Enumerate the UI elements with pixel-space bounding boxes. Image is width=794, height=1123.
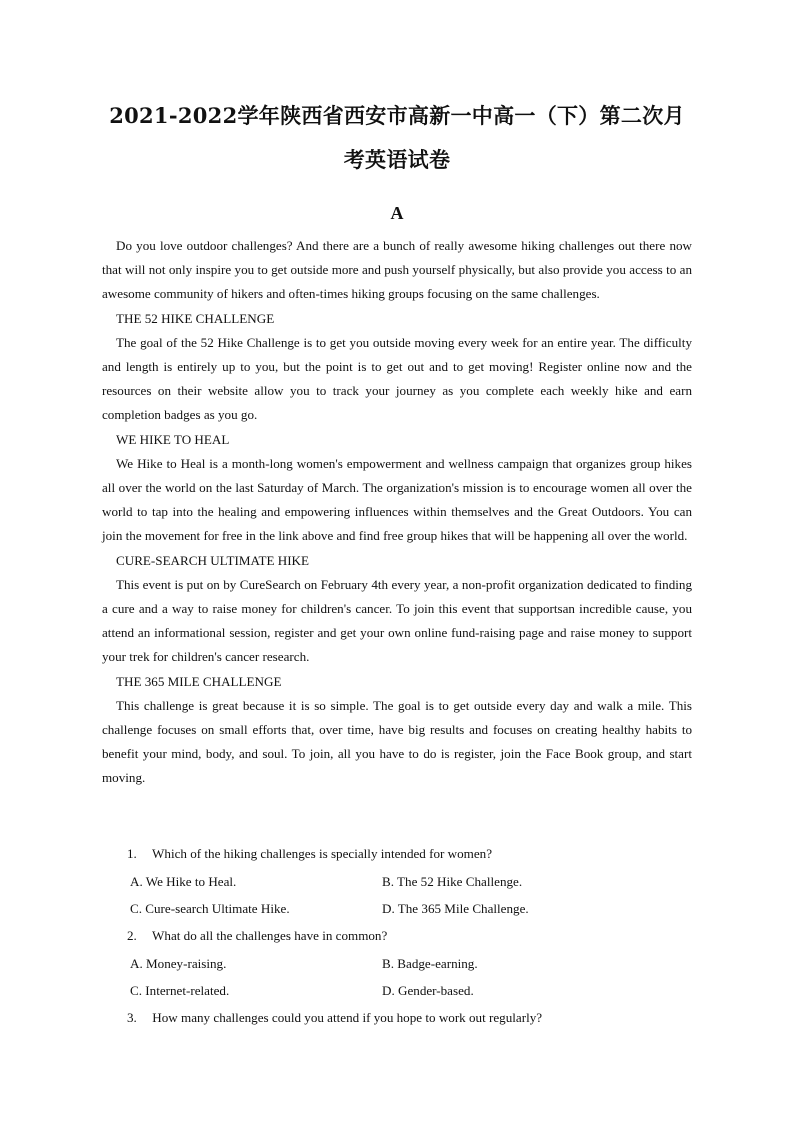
option-row	[130, 868, 692, 895]
question-list	[102, 840, 692, 1032]
section-label: A	[390, 203, 404, 223]
challenge-heading: THE 365 MILE CHALLENGE	[116, 673, 282, 689]
question-text: What do all the challenges have in common?	[152, 928, 388, 943]
question-number: 1.	[127, 846, 137, 861]
option-a: A. We Hike to Heal.	[130, 874, 237, 889]
question-text: Which of the hiking challenges is specially intended for women?	[152, 846, 493, 861]
challenge-heading: THE 52 HIKE CHALLENGE	[116, 310, 275, 326]
challenge-text: The goal of the 52 Hike Challenge is to get you outside moving every week for an entire year. The difficulty and length is entirely up to you, but the point is to get out and to get moving! Register online now and the resources on their website allow you to track your journey as you complete each weekly hike and earn completion badges as you go.	[102, 334, 692, 423]
question-number: 3.	[127, 1010, 137, 1025]
challenge-text: This event is put on by CureSearch on February 4th every year, a non-profit organization dedicated to finding a cure and a way to raise money for children's cancer. To join this event that supportsan incredible cause, you attend an informational session, register and get your own online fund-raising page and raise money to support your trek for children's cancer research.	[102, 576, 692, 665]
option-row	[130, 895, 692, 922]
exam-title: 2021-2022学年陕西省西安市高新一中高一（下）第二次月考英语试卷	[109, 103, 685, 172]
option-a: A. Money-raising.	[130, 956, 227, 971]
question	[127, 922, 692, 950]
option-c: C. Cure-search Ultimate Hike.	[130, 901, 290, 916]
option-b: B. The 52 Hike Challenge.	[382, 874, 523, 889]
challenge-text: We Hike to Heal is a month-long women's empowerment and wellness campaign that organizes group hikes all over the world on the last Saturday of March. The organization's mission is to encourage women all over the world to tap into the healing and empowering influences within themselves and the Great Outdoors. You can join the movement for free in the link above and find free group hikes that will be happening all over the world.	[102, 455, 692, 544]
option-b: B. Badge-earning.	[382, 956, 478, 971]
question	[127, 840, 692, 868]
option-c: C. Internet-related.	[130, 983, 230, 998]
question-text: How many challenges could you attend if you hope to work out regularly?	[152, 1010, 543, 1025]
challenge-text: This challenge is great because it is so simple. The goal is to get outside every day and walk a mile. This challenge focuses on small efforts that, over time, have big results and focuses on creating healthy habits to benefit your mind, body, and soul. To join, all you have to do is register, join the Face Book group, and start moving.	[102, 697, 692, 786]
question	[127, 1004, 692, 1032]
question-number: 2.	[127, 928, 137, 943]
passage-intro: Do you love outdoor challenges? And there are a bunch of really awesome hiking challenges out there now that will not only inspire you to get outside more and push yourself physically, but also provide you access to an awesome community of hikers and often-times hiking groups focusing on the same challenges.	[102, 238, 692, 302]
option-d: D. The 365 Mile Challenge.	[382, 901, 529, 916]
option-row	[130, 950, 692, 977]
challenge-heading: WE HIKE TO HEAL	[116, 431, 230, 447]
option-row	[130, 977, 692, 1004]
option-d: D. Gender-based.	[382, 983, 474, 998]
reading-passage	[102, 234, 692, 791]
challenge-heading: CURE-SEARCH ULTIMATE HIKE	[116, 552, 310, 568]
